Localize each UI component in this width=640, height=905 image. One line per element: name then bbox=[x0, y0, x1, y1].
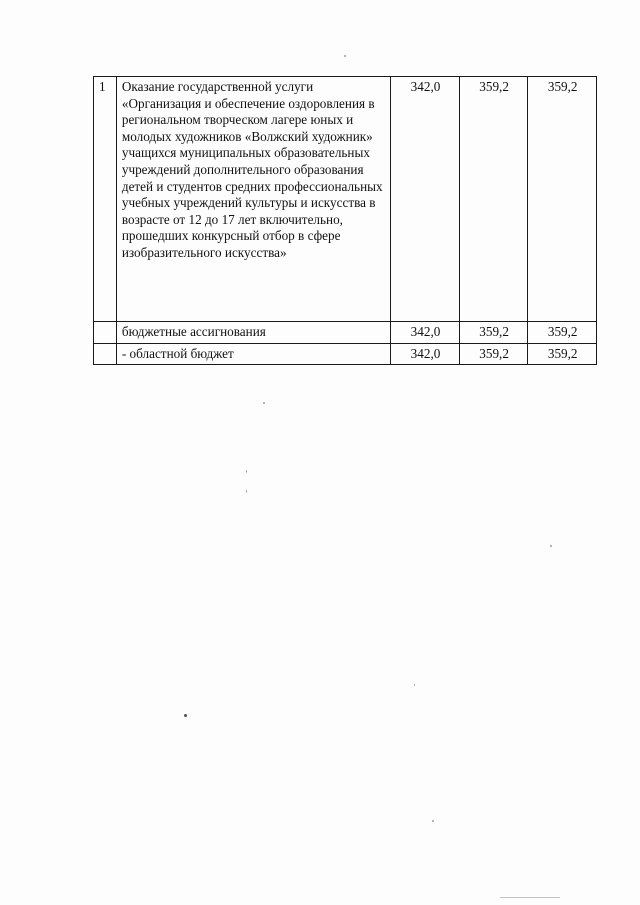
scan-speck bbox=[344, 55, 346, 57]
budget-allocations-label: бюджетные ассигнования bbox=[116, 322, 390, 344]
value-cell-year-1: 342,0 bbox=[391, 343, 460, 365]
scan-speck bbox=[246, 470, 247, 473]
scan-speck bbox=[263, 402, 265, 404]
service-description-cell: Оказание государственной услуги «Организация и обеспечение оздоровления в региональном творческом лагере юных и молодых художников «Волжский художник» учащихся муниципальных образовательных учреждений дополнительного образования детей и студентов средних профессиональных учебных учреждений культуры и искусства в возрасте от 12 до 17 лет включительно, прошедших конкурсный отбор в сфере изобразительного искусства» bbox=[116, 77, 390, 322]
row-number-cell bbox=[94, 322, 117, 344]
row-number-cell: 1 bbox=[94, 77, 117, 322]
value-cell-year-3: 359,2 bbox=[528, 77, 597, 322]
row-number-cell bbox=[94, 343, 117, 365]
budget-table bbox=[93, 76, 597, 365]
value-cell-year-2: 359,2 bbox=[459, 343, 528, 365]
scan-speck bbox=[550, 545, 552, 547]
value-cell-year-2: 359,2 bbox=[459, 77, 528, 322]
scan-speck bbox=[500, 897, 560, 898]
scan-speck bbox=[414, 684, 415, 686]
value-cell-year-1: 342,0 bbox=[391, 77, 460, 322]
value-cell-year-1: 342,0 bbox=[391, 322, 460, 344]
scan-speck bbox=[432, 820, 434, 822]
scan-speck bbox=[184, 714, 187, 717]
table-row bbox=[94, 343, 597, 365]
value-cell-year-3: 359,2 bbox=[528, 322, 597, 344]
value-cell-year-2: 359,2 bbox=[459, 322, 528, 344]
table-row bbox=[94, 77, 597, 322]
regional-budget-label: - областной бюджет bbox=[116, 343, 390, 365]
scan-speck bbox=[246, 490, 247, 493]
value-cell-year-3: 359,2 bbox=[528, 343, 597, 365]
table-row bbox=[94, 322, 597, 344]
